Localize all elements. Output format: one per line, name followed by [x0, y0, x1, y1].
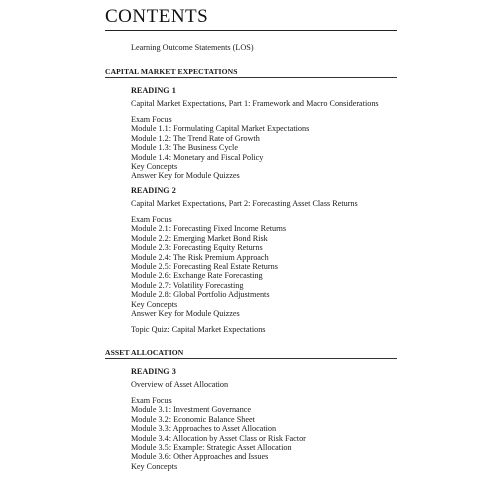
toc-item[interactable]: Exam Focus — [131, 396, 172, 405]
toc-item[interactable]: Module 2.7: Volatility Forecasting — [131, 280, 244, 290]
reading-subtitle[interactable]: Capital Market Expectations, Part 2: Forecasting Asset Class Returns — [131, 199, 358, 208]
reading-3 — [131, 367, 401, 471]
title-rule — [105, 30, 397, 31]
reading-2 — [131, 186, 401, 318]
toc-item[interactable]: Module 3.4: Allocation by Asset Class or Risk Factor — [131, 433, 306, 443]
toc-item[interactable]: Key Concepts — [131, 461, 178, 471]
reading-items — [131, 396, 401, 471]
toc-item[interactable]: Module 1.4: Monetary and Fiscal Policy — [131, 152, 264, 162]
toc-item[interactable]: Module 2.4: The Risk Premium Approach — [131, 252, 269, 262]
toc-item[interactable]: Module 3.2: Economic Balance Sheet — [131, 414, 255, 424]
section-heading-asset-allocation[interactable]: ASSET ALLOCATION — [105, 348, 184, 357]
toc-item[interactable]: Answer Key for Module Quizzes — [131, 171, 240, 181]
toc-item[interactable]: Module 3.6: Other Approaches and Issues — [131, 452, 269, 462]
toc-item[interactable]: Key Concepts — [131, 162, 178, 172]
page-title: CONTENTS — [105, 6, 209, 27]
toc-item[interactable]: Module 1.1: Formulating Capital Market Expectations — [131, 124, 310, 134]
toc-item[interactable]: Module 2.6: Exchange Rate Forecasting — [131, 271, 263, 281]
reading-label: READING 2 — [131, 186, 176, 195]
toc-item[interactable]: Module 2.1: Forecasting Fixed Income Returns — [131, 224, 287, 234]
toc-item[interactable]: Key Concepts — [131, 299, 178, 309]
toc-item[interactable]: Module 3.5: Example: Strategic Asset Allocation — [131, 443, 292, 453]
section-heading-capital-market-expectations[interactable]: CAPITAL MARKET EXPECTATIONS — [105, 67, 238, 76]
toc-item[interactable]: Module 3.1: Investment Governance — [131, 405, 252, 415]
toc-item[interactable]: Module 2.3: Forecasting Equity Returns — [131, 243, 263, 253]
toc-item[interactable]: Exam Focus — [131, 115, 172, 124]
toc-item[interactable]: Exam Focus — [131, 215, 172, 224]
reading-subtitle[interactable]: Capital Market Expectations, Part 1: Framework and Macro Considerations — [131, 99, 379, 108]
toc-item[interactable]: Module 1.3: The Business Cycle — [131, 143, 238, 153]
reading-subtitle[interactable]: Overview of Asset Allocation — [131, 380, 229, 389]
toc-item[interactable]: Answer Key for Module Quizzes — [131, 309, 240, 319]
topic-quiz[interactable]: Topic Quiz: Capital Market Expectations — [131, 325, 266, 334]
toc-item[interactable]: Module 2.5: Forecasting Real Estate Returns — [131, 262, 278, 272]
toc-item[interactable]: Module 1.2: The Trend Rate of Growth — [131, 133, 260, 143]
reading-items — [131, 215, 401, 318]
toc-item[interactable]: Module 3.3: Approaches to Asset Allocation — [131, 424, 277, 434]
toc-item[interactable]: Module 2.8: Global Portfolio Adjustments — [131, 290, 270, 300]
reading-1 — [131, 86, 401, 181]
toc-item[interactable]: Module 2.2: Emerging Market Bond Risk — [131, 233, 268, 243]
section-rule — [105, 77, 397, 78]
los-link[interactable]: Learning Outcome Statements (LOS) — [131, 43, 254, 52]
reading-items — [131, 115, 401, 181]
reading-label: READING 1 — [131, 86, 176, 95]
section-rule — [105, 358, 397, 359]
reading-label: READING 3 — [131, 367, 176, 376]
